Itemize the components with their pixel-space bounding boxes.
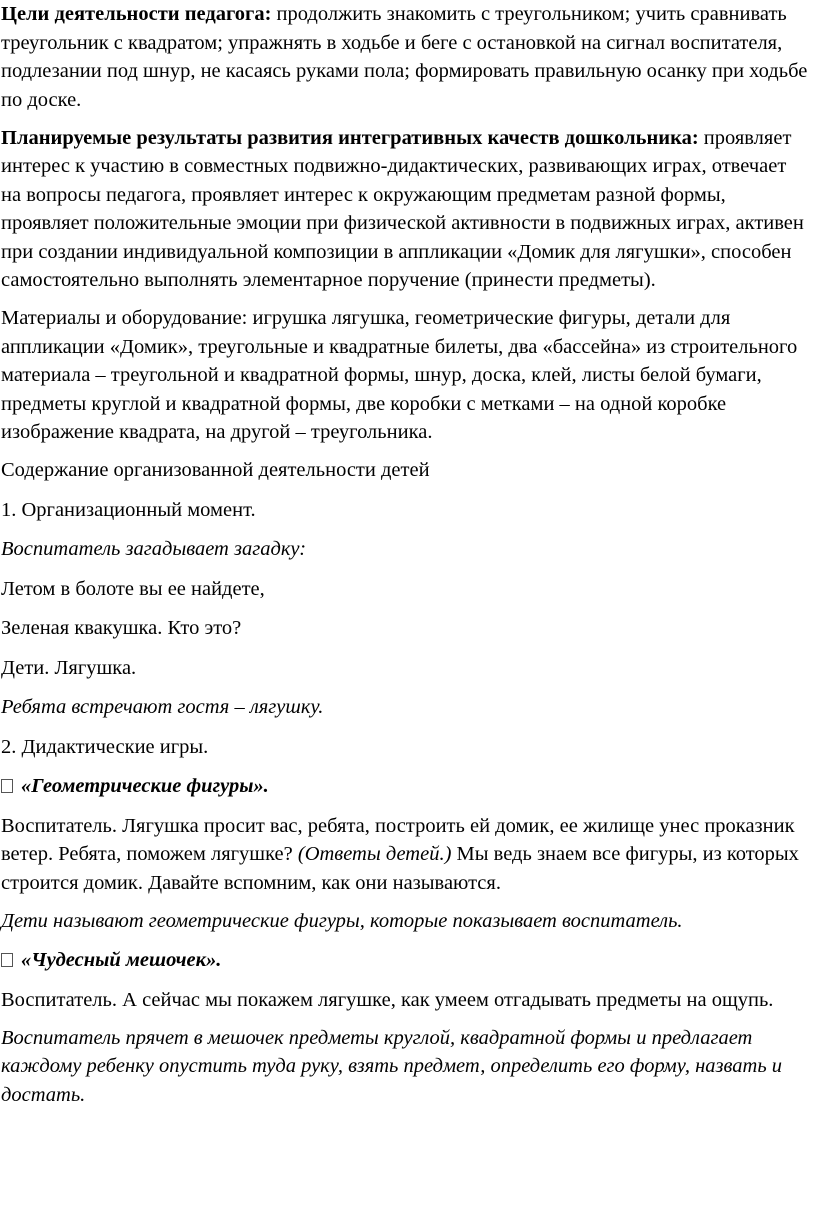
- missing-glyph-box-icon: [1, 953, 13, 967]
- game-2-note: [1, 1024, 810, 1110]
- teacher-riddle-note: [1, 535, 810, 564]
- teacher-riddle-text: Воспитатель загадывает загадку:: [1, 538, 307, 560]
- game-2-paragraph: Воспитатель. А сейчас мы покажем лягушке, как умеем отгадывать предметы на ощупь.: [1, 988, 774, 1011]
- game-2-title-line: [1, 946, 810, 975]
- materials-paragraph: Материалы и оборудование: игрушка лягушка, геометрические фигуры, детали для аппликации «Домик», треугольные и квадратные билеты, два «бассейна» из строительного материала – треугольной и квадратной формы, шнур, доска, клей, листы белой бумаги, предметы круглой и квадратной формы, две коробки с метками – на одной коробке изображение квадрата, на другой – треугольника.: [1, 307, 798, 443]
- game-1-note-text: Дети называют геометрические фигуры, которые показывает воспитатель.: [1, 909, 683, 932]
- goals-text: продолжить знакомить с треугольником; учить сравнивать треугольник с квадратом; упражнять в ходьбе и беге с остановкой на сигнал воспитателя, подлезании под шнур, не касаясь руками пола; формировать правильную осанку при ходьбе по доске.: [1, 3, 808, 111]
- game-2-note-text: Воспитатель прячет в мешочек предметы круглой, квадратной формы и предлагает каждому ребенку опустить туда руку, взять предмет, определить его форму, назвать и достать.: [1, 1026, 783, 1106]
- results-paragraph: [1, 124, 810, 295]
- missing-glyph-box-icon: [1, 779, 13, 793]
- game-1-text-c: Мы ведь знаем все фигуры, из которых строится домик. Давайте вспомним, как они называются.: [1, 843, 799, 894]
- goals-label: Цели деятельности педагога:: [1, 3, 272, 25]
- game-1-note: [1, 907, 810, 936]
- game-1-text-b: (Ответы детей.): [297, 843, 452, 865]
- kids-answer: Дети. Лягушка.: [1, 656, 137, 679]
- results-text: проявляет интерес к участию в совместных подвижно-дидактических, развивающих играх, отвечает на вопросы педагога, проявляет интерес к окружающим предметам разной формы, проявляет положительные эмоции при физической активности в подвижных играх, активен при создании индивидуальной композиции в аппликации «Домик для лягушки», способен самостоятельно выполнять элементарное поручение (принести предметы).: [1, 126, 804, 291]
- meet-guest-text: Ребята встречают гостя – лягушку.: [1, 696, 324, 718]
- results-label: Планируемые результаты развития интегративных качеств дошкольника:: [1, 126, 699, 149]
- riddle-line-1: Летом в болоте вы ее найдете,: [1, 577, 265, 600]
- goals-paragraph: [1, 0, 810, 114]
- game-1-title-line: [1, 772, 810, 801]
- meet-guest-note: [1, 693, 810, 722]
- game-1-paragraph: [1, 812, 810, 898]
- game-2-title: «Чудесный мешочек».: [21, 949, 222, 971]
- riddle-line-2: Зеленая квакушка. Кто это?: [1, 617, 242, 639]
- content-heading: Содержание организованной деятельности детей: [1, 459, 430, 481]
- game-1-title: «Геометрические фигуры».: [21, 775, 269, 797]
- game-1-text-a: Воспитатель. Лягушка просит вас, ребята, построить ей домик, ее жилище унес проказник ветер. Ребята, поможем лягушке?: [1, 814, 795, 865]
- section-1-heading: 1. Организационный момент.: [1, 498, 256, 521]
- section-2-heading: 2. Дидактические игры.: [1, 735, 209, 758]
